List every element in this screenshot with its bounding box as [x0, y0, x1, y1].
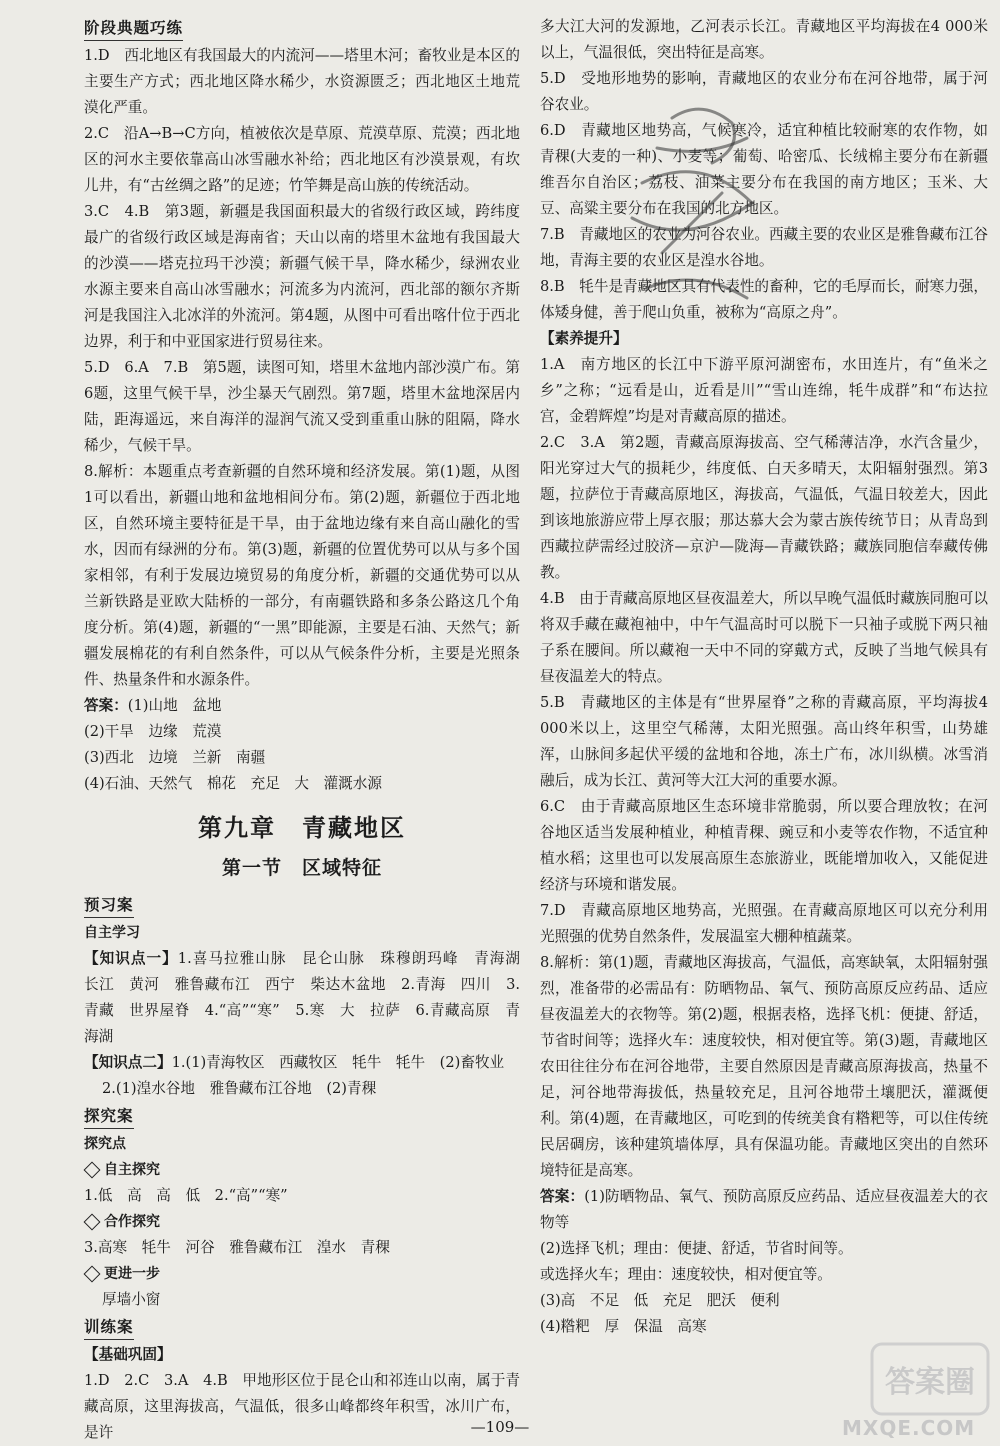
answer-label: 答案： [84, 697, 128, 714]
literacy-q6: 6.C 由于青藏高原地区生态环境非常脆弱，所以要合理放牧；在河谷地区适当发展种植业，种植青稞、豌豆和小麦等农作物，不适宜种植水稻；这里也可以发展高原生态旅游业，既能增加收入，又能促进经济与环境和谐发展。 [540, 798, 988, 893]
right-answer-1: (1)防晒物品、氧气、预防高原反应药品、适应昼夜温差大的衣物等 [540, 1188, 988, 1231]
answer-q8: 8.解析：本题重点考查新疆的自然环境和经济发展。第(1)题，从图1可以看出，新疆山地和盆地相间分布。第(2)题，新疆位于西北地区，自然环境主要特征是干旱，由于盆地边缘有来自高山融化的雪水，因而有绿洲的分布。第(3)题，新疆的位置优势可以从与多个国家相邻，有利于发展边境贸易的角度分析，新疆的交通优势可以从兰新铁路是亚欧大陆桥的一部分，有南疆铁路和多条公路这几个角度分析。第(4)题，新疆的“一黑”即能源，主要是石油、天然气；新疆发展棉花的有利自然条件，可以从气候条件分析，主要是光照条件、热量条件和水源条件。 [84, 463, 520, 688]
heading-further [84, 1261, 520, 1287]
answer-1: (1)山地 盆地 [127, 697, 222, 714]
section-title: 第一节 区域特征 [221, 857, 382, 879]
literacy-q4: 4.B 由于青藏高原地区昼夜温差大，所以早晚气温低时藏族同胞可以将双手藏在藏袍袖中，中午气温高时可以脱下一只袖子或脱下两只袖子系在腰间。所以藏袍一天中不同的穿戴方式，反映了当地气候具有昼夜温差大的特点。 [540, 590, 988, 685]
watermark-text: MXQE.COM [842, 1416, 976, 1440]
kp2-label: 【知识点二】 [84, 1054, 172, 1071]
literacy-q2: 2.C 3.A 第2题，青藏高原海拔高、空气稀薄洁净，水汽含量少，阳光穿过大气的损耗少，纬度低、白天多晴天，太阳辐射强烈。第3题，拉萨位于青藏高原地区，海拔高，气温低，气温日较差大，因此到该地旅游应带上厚衣服；那达慕大会为蒙古族传统节日；从青岛到西藏拉萨需经过胶济—京沪—陇海—青藏铁路；藏族同胞信奉藏传佛教。 [540, 434, 988, 581]
answer-q1: 1.D 西北地区有我国最大的内流河——塔里木河；畜牧业是本区的主要生产方式；西北地区降水稀少，水资源匮乏；西北地区土地荒漠化严重。 [84, 47, 520, 116]
svg-text:答案圈: 答案圈 [885, 1365, 975, 1400]
kp2-text-b: 2.(1)湟水谷地 雅鲁藏布江谷地 (2)青稞 [102, 1080, 377, 1097]
heading-explore-point: 探究点 [84, 1136, 126, 1152]
right-answer-4: (4)糌粑 厚 保温 高寒 [540, 1318, 707, 1335]
right-answer-2: (2)选择飞机；理由：便捷、舒适，节省时间等。 [540, 1240, 853, 1257]
further-label: 更进一步 [104, 1266, 160, 1282]
literacy-q5: 5.B 青藏地区的主体是有“世界屋脊”之称的青藏高原，平均海拔4 000米以上，这里空气稀薄，太阳光照强。高山终年积雪，山势雄浑，山脉间多起伏平缓的盆地和谷地，冻土广布，冰川纵横。冰雪消融后，成为长江、黄河等大江大河的重要水源。 [540, 694, 988, 789]
kp2-text-a: 1.(1)青海牧区 西藏牧区 牦牛 牦牛 (2)畜牧业 [171, 1054, 505, 1071]
diamond-icon [84, 1161, 101, 1178]
diamond-icon [84, 1213, 101, 1230]
basic-continued: 多大江大河的发源地，乙河表示长江。青藏地区平均海拔在4 000米以上，气温很低，突出特征是高寒。 [540, 18, 988, 61]
right-column [540, 14, 988, 1340]
basic-q5: 5.D 受地形地势的影响，青藏地区的农业分布在河谷地带，属于河谷农业。 [540, 70, 988, 113]
heading-literacy: 【素养提升】 [540, 330, 628, 347]
self-explore-answers: 1.低 高 高 低 2.“高”“寒” [84, 1187, 288, 1204]
kp1-label: 【知识点一】 [84, 950, 178, 967]
answer-q2: 2.C 沿A→B→C方向，植被依次是草原、荒漠草原、荒漠；西北地区的河水主要依靠高山冰雪融水补给；西北地区有沙漠景观，有坎儿井，有“古丝绸之路”的足迹；竹竿舞是高山族的传统活动。 [84, 125, 520, 194]
coop-explore-label: 合作探究 [104, 1214, 160, 1230]
heading-coop-explore [84, 1209, 520, 1235]
heading-basic: 【基础巩固】 [84, 1346, 172, 1363]
basic-q8: 8.B 牦牛是青藏地区具有代表性的畜种，它的毛厚而长，耐寒力强，体矮身健，善于爬山负重，被称为“高原之舟”。 [540, 278, 988, 321]
chapter-title: 第九章 青藏地区 [198, 814, 406, 842]
literacy-q7: 7.D 青藏高原地区地势高，光照强。在青藏高原地区可以充分利用光照强的优势自然条件，发展温室大棚种植蔬菜。 [540, 902, 988, 945]
basic-q7: 7.B 青藏地区的农业为河谷农业。西藏主要的农业区是雅鲁藏布江谷地，青海主要的农业区是湟水谷地。 [540, 226, 988, 269]
answer-2: (2)干旱 边缘 荒漠 [84, 723, 222, 740]
answer-q3: 3.C 4.B 第3题，新疆是我国面积最大的省级行政区域，跨纬度最广的省级行政区域是海南省；天山以南的塔里木盆地有我国最大的沙漠——塔克拉玛干沙漠；新疆气候干旱，降水稀少，绿洲农业水源主要来自高山冰雪融水；河流多为内流河，西北部的额尔齐斯河是我国注入北冰洋的外流河。第4题，从图中可看出喀什位于西北边界，利于和中亚国家进行贸易往来。 [84, 203, 520, 350]
knowledge-point-2 [84, 1050, 520, 1076]
heading-stage-practice: 阶段典题巧练 [84, 16, 183, 41]
page-number: —109— [470, 1418, 530, 1436]
answer-block [84, 693, 520, 719]
right-answer-3: (3)高 不足 低 充足 肥沃 便利 [540, 1292, 780, 1309]
right-answer-block [540, 1184, 988, 1236]
further-answer: 厚墙小窗 [102, 1291, 161, 1308]
left-column [84, 14, 535, 1446]
heading-training: 训练案 [84, 1315, 134, 1340]
heading-explore: 探究案 [84, 1104, 134, 1129]
basic-answers: 1.D 2.C 3.A 4.B 甲地形区位于昆仑山和祁连山以南，属于青藏高原，这里海拔高，气温低，很多山峰都终年积雪，冰川广布，是许 [84, 1372, 520, 1441]
basic-q6: 6.D 青藏地区地势高，气候寒冷，适宜种植比较耐寒的农作物，如青稞(大麦的一种)、小麦等；葡萄、哈密瓜、长绒棉主要分布在新疆维吾尔自治区；荔枝、油菜主要分布在我国的南方地区；玉米、大豆、高粱主要分布在我国的北方地区。 [540, 122, 988, 217]
coop-explore-answers: 3.高寒 牦牛 河谷 雅鲁藏布江 湟水 青稞 [84, 1239, 390, 1256]
answer-3: (3)西北 边境 兰新 南疆 [84, 749, 266, 766]
answer-q5: 5.D 6.A 7.B 第5题，读图可知，塔里木盆地内部沙漠广布。第6题，这里气候干旱，沙尘暴天气剧烈。第7题，塔里木盆地深居内陆，距海遥远，来自海洋的湿润气流又受到重重山脉的阻隔，降水稀少，气候干旱。 [84, 359, 520, 454]
literacy-q8: 8.解析：第(1)题，青藏地区海拔高，气温低，高寒缺氧，太阳辐射强烈，准备带的必需品有：防晒物品、氧气、预防高原反应药品、适应昼夜温差大的衣物等。第(2)题，根据表格，选择飞机：便捷、舒适，节省时间等；选择火车：速度较快，相对便宜等。第(3)题，青藏地区农田往往分布在河谷地带，主要自然原因是青藏高原海拔高，热量不足，河谷地带海拔低，热量较充足，且河谷地带土壤肥沃，灌溉便利。第(4)题，在青藏地区，可吃到的传统美食有糌粑等，可以住传统民居碉房，该种建筑墙体厚，具有保温功能。青藏地区突出的自然环境特征是高寒。 [540, 954, 988, 1179]
heading-self-explore [84, 1157, 520, 1183]
answer-4: (4)石油、天然气 棉花 充足 大 灌溉水源 [84, 775, 382, 792]
diamond-icon [84, 1265, 101, 1282]
right-answer-2b: 或选择火车；理由：速度较快，相对便宜等。 [540, 1266, 832, 1283]
self-explore-label: 自主探究 [104, 1162, 160, 1178]
knowledge-point-1 [84, 946, 535, 1050]
kp1-text: 1.喜马拉雅山脉 昆仑山脉 珠穆朗玛峰 青海湖 长江 黄河 雅鲁藏布江 西宁 柴达木盆地 2.青海 四川 3.青藏 世界屋脊 4.“高”“寒” 5.寒 大 拉萨 6.青藏高原 青海湖 [84, 950, 535, 1045]
right-answer-label: 答案： [540, 1188, 585, 1205]
heading-preview: 预习案 [84, 893, 134, 918]
literacy-q1: 1.A 南方地区的长江中下游平原河湖密布，水田连片，有“鱼米之乡”之称；“远看是山，近看是川”“雪山连绵，牦牛成群”和“布达拉宫，金碧辉煌”均是对青藏高原的描述。 [540, 356, 988, 425]
heading-self-study: 自主学习 [84, 925, 140, 941]
